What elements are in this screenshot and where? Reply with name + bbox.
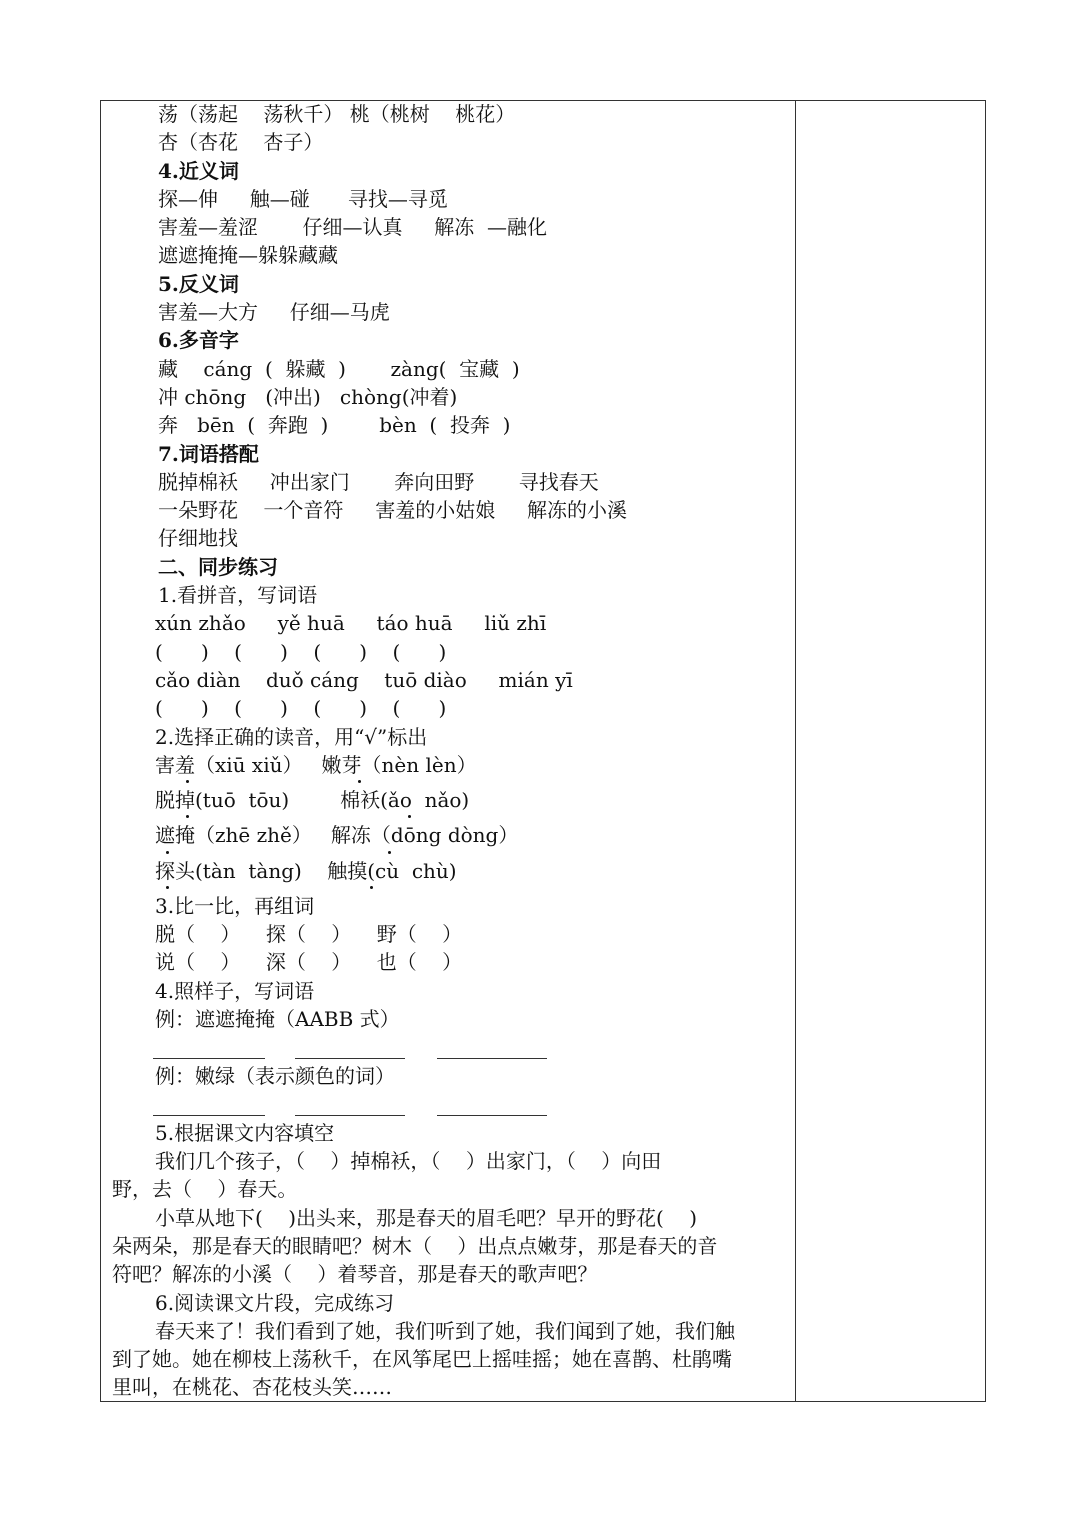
section-heading: 5.反义词 <box>158 272 239 296</box>
emphasis-dot <box>358 780 361 783</box>
text-line: 杏（杏花 杏子） <box>158 130 324 154</box>
text-line: 例：遮遮掩掩（AABB 式） <box>155 1007 400 1031</box>
section-heading: 二、同步练习 <box>158 555 278 579</box>
section-heading: 7.词语搭配 <box>158 442 259 466</box>
table-column-divider <box>795 100 796 1402</box>
text-line: 害羞—羞涩 仔细—认真 解冻 —融化 <box>158 215 548 239</box>
text-line: 藏 cáng ( 躲藏 ) zàng( 宝藏 ) <box>158 357 520 381</box>
text-line: 脱（ ） 探（ ） 野（ ） <box>155 922 463 946</box>
text-line: 到了她。她在柳枝上荡秋千，在风筝尾巴上摇哇摇；她在喜鹊、杜鹃嘴 <box>112 1347 732 1371</box>
section-heading: 6.多音字 <box>158 328 239 352</box>
answer-blank[interactable] <box>153 1115 265 1116</box>
answer-blank[interactable] <box>295 1115 405 1116</box>
text-line: 一朵野花 一个音符 害羞的小姑娘 解冻的小溪 <box>158 498 628 522</box>
text-line: 我们几个孩子，（ ）掉棉袄，（ ）出家门，（ ）向田 <box>155 1149 662 1173</box>
text-line: 里叫，在桃花、杏花枝头笑…… <box>112 1375 392 1399</box>
text-line: 例：嫩绿（表示颜色的词） <box>155 1064 395 1088</box>
text-line: 探—伸 触—碰 寻找—寻觅 <box>158 187 448 211</box>
text-line: 野，去（ ）春天。 <box>112 1177 298 1201</box>
emphasis-dot <box>186 815 189 818</box>
section-heading: 4.近义词 <box>158 159 239 183</box>
text-line: 5.根据课文内容填空 <box>155 1121 335 1145</box>
text-line: 奔 bēn ( 奔跑 ) bèn ( 投奔 ) <box>158 413 511 437</box>
emphasis-dot <box>166 886 169 889</box>
text-line: 冲 chōng (冲出) chòng(冲着) <box>158 385 458 409</box>
emphasis-dot <box>370 886 373 889</box>
emphasis-dot <box>166 851 169 854</box>
text-line: 3.比一比，再组词 <box>155 894 315 918</box>
text-line: 脱掉(tuō tōu) 棉袄(ǎo nǎo) <box>155 788 470 812</box>
text-line: 害羞（xiū xiǔ） 嫩芽（nèn lèn） <box>155 753 477 777</box>
text-line: 仔细地找 <box>158 526 238 550</box>
text-line: 4.照样子，写词语 <box>155 979 315 1003</box>
text-line: 荡（荡起 荡秋千） 桃（桃树 桃花） <box>158 102 516 126</box>
text-line: 说（ ） 深（ ） 也（ ） <box>155 950 463 974</box>
text-line: 朵两朵，那是春天的眼睛吧？树木（ ）出点点嫩芽，那是春天的音 <box>112 1234 718 1258</box>
text-line: 2.选择正确的读音，用“√”标出 <box>155 725 428 749</box>
text-line: 探头(tàn tàng) 触摸(cù chù) <box>155 859 457 883</box>
text-line: 小草从地下( )出头来，那是春天的眉毛吧？早开的野花( ) <box>155 1206 698 1230</box>
emphasis-dot <box>186 780 189 783</box>
text-line: ( ) ( ) ( ) ( ) <box>155 696 447 720</box>
emphasis-dot <box>388 851 391 854</box>
answer-blank[interactable] <box>153 1058 265 1059</box>
emphasis-dot <box>408 815 411 818</box>
text-line: ( ) ( ) ( ) ( ) <box>155 640 447 664</box>
text-line: 6.阅读课文片段，完成练习 <box>155 1291 395 1315</box>
text-line: 脱掉棉袄 冲出家门 奔向田野 寻找春天 <box>158 470 599 494</box>
answer-blank[interactable] <box>437 1115 547 1116</box>
text-line: 遮掩（zhē zhě） 解冻（dōng dòng） <box>155 823 519 847</box>
text-line: 春天来了！我们看到了她，我们听到了她，我们闻到了她，我们触 <box>155 1319 735 1343</box>
answer-blank[interactable] <box>437 1058 547 1059</box>
text-line: 符吧？解冻的小溪（ ）着琴音，那是春天的歌声吧？ <box>112 1262 598 1286</box>
text-line: 1.看拼音，写词语 <box>158 583 318 607</box>
text-line: 害羞—大方 仔细—马虎 <box>158 300 390 324</box>
text-line: xún zhǎo yě huā táo huā liǔ zhī <box>155 611 547 635</box>
text-line: 遮遮掩掩—躲躲藏藏 <box>158 243 338 267</box>
answer-blank[interactable] <box>295 1058 405 1059</box>
text-line: cǎo diàn duǒ cáng tuō diào mián yī <box>155 668 573 692</box>
